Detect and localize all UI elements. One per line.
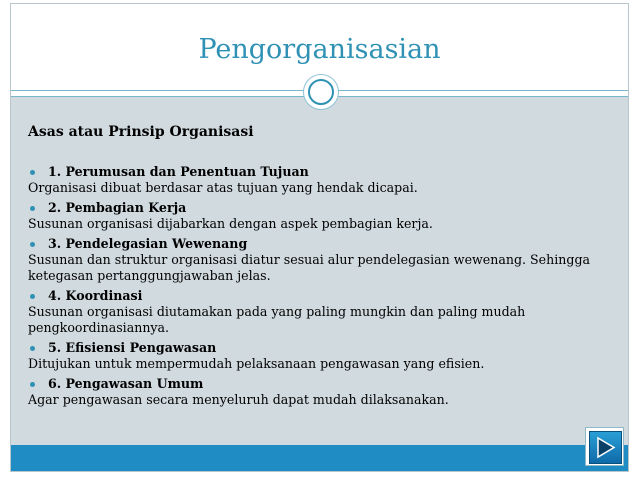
bullet-dot-icon bbox=[30, 294, 35, 299]
bullet-item bbox=[28, 288, 613, 304]
bullet-description: Susunan dan struktur organisasi diatur sesuai alur pendelegasian wewenang. Sehingga ketegasan pertanggungjawaban jelas. bbox=[28, 252, 591, 283]
circle-ornament-inner bbox=[308, 79, 334, 105]
bullet-dot-icon bbox=[30, 206, 35, 211]
next-slide-button-face[interactable] bbox=[589, 431, 622, 464]
bullet-label: 5. Efisiensi Pengawasan bbox=[48, 340, 217, 355]
bullet-dot-icon bbox=[30, 382, 35, 387]
bullet-item bbox=[28, 236, 613, 252]
bullet-label: 3. Pendelegasian Wewenang bbox=[48, 236, 248, 251]
slide bbox=[10, 3, 629, 472]
bullet-description: Organisasi dibuat berdasar atas tujuan yang hendak dicapai. bbox=[28, 180, 418, 195]
bullet-label: 1. Perumusan dan Penentuan Tujuan bbox=[48, 164, 309, 179]
next-slide-button[interactable] bbox=[585, 427, 624, 466]
bullet-description: Susunan organisasi diutamakan pada yang paling mungkin dan paling mudah pengkoordinasiannya. bbox=[28, 304, 526, 335]
bullet-label: 6. Pengawasan Umum bbox=[48, 376, 204, 391]
bullet-dot-icon bbox=[30, 346, 35, 351]
slide-content bbox=[28, 124, 613, 412]
bullet-description: Susunan organisasi dijabarkan dengan aspek pembagian kerja. bbox=[28, 216, 433, 231]
footer-bar bbox=[11, 445, 628, 471]
slide-title: Pengorganisasian bbox=[198, 34, 441, 65]
bullet-dot-icon bbox=[30, 170, 35, 175]
bullet-item bbox=[28, 164, 613, 180]
bullet-label: 2. Pembagian Kerja bbox=[48, 200, 187, 215]
bullet-description: Ditujukan untuk mempermudah pelaksanaan pengawasan yang efisien. bbox=[28, 356, 485, 371]
bullet-item bbox=[28, 376, 613, 392]
content-heading: Asas atau Prinsip Organisasi bbox=[28, 124, 254, 140]
bullet-item bbox=[28, 340, 613, 356]
bullet-label: 4. Koordinasi bbox=[48, 288, 143, 303]
bullet-description: Agar pengawasan secara menyeluruh dapat mudah dilaksanakan. bbox=[28, 392, 449, 407]
bullet-item bbox=[28, 200, 613, 216]
play-next-icon bbox=[590, 432, 621, 463]
bullet-dot-icon bbox=[30, 242, 35, 247]
circle-ornament-icon bbox=[303, 74, 339, 110]
